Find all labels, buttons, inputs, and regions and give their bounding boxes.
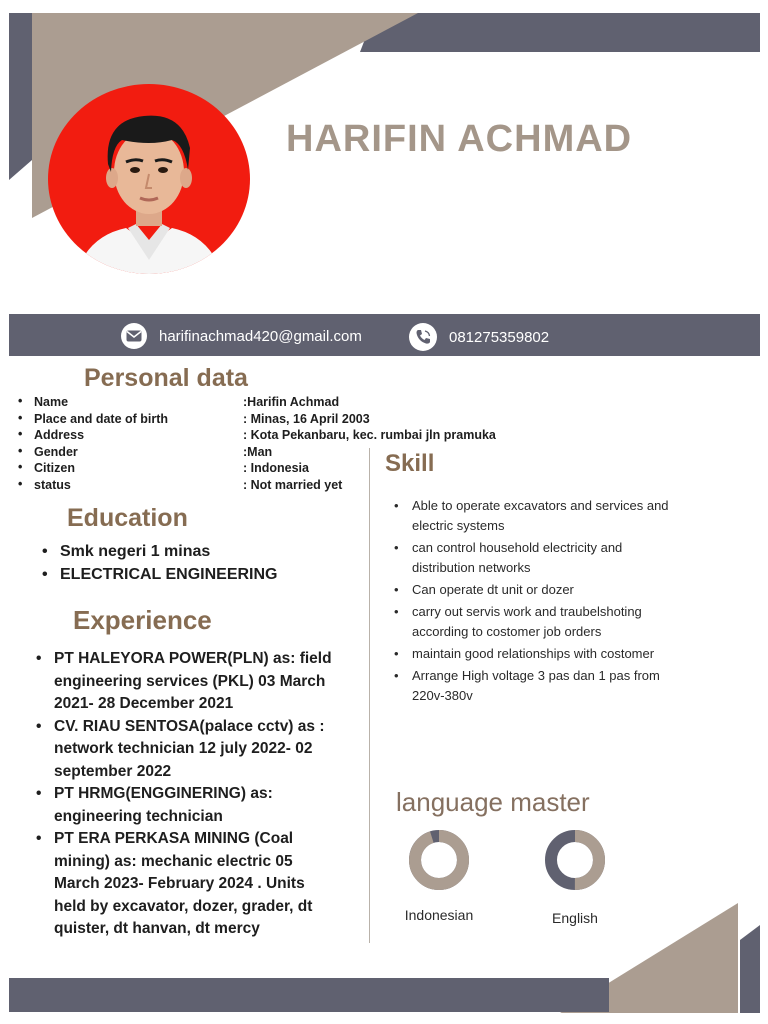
personal-row-gender: • Gender :Man [18,445,538,462]
language-english [530,828,620,926]
language-ring-indonesian [407,828,471,892]
experience-list [34,648,340,941]
skill-heading: Skill [385,450,435,477]
list-item: • Can operate dt unit or dozer [392,580,682,600]
personal-row-birth: • Place and date of birth : Minas, 16 April 2003 [18,412,538,429]
list-item: • maintain good relationships with costomer [392,644,682,664]
list-item: • PT HALEYORA POWER(PLN) as: field engineering services (PKL) 03 March 2021- 28 December 2021 [34,648,340,716]
full-name-heading: HARIFIN ACHMAD [286,118,633,160]
personal-row-citizen: • Citizen : Indonesia [18,461,538,478]
contact-bar [9,314,760,356]
education-heading: Education [67,504,188,532]
profile-photo [48,84,250,274]
list-item: • Arrange High voltage 3 pas dan 1 pas from 220v-380v [392,666,682,706]
footer-bar [9,978,609,1012]
list-item: • PT ERA PERKASA MINING (Coal mining) as: mechanic electric 05 March 2023- February 2024 . Units held by excavator, dozer, grader, dt quister, dt hanvan, dt mercy [34,828,340,941]
list-item: • can control household electricity and distribution networks [392,538,682,578]
personal-row-address: • Address : Kota Pekanbaru, kec. rumbai jln pramuka [18,428,538,445]
personal-data-heading: Personal data [84,364,248,392]
list-item: • PT HRMG(ENGGINERING) as: engineering technician [34,783,340,828]
email-text[interactable]: harifinachmad420@gmail.com [159,327,362,345]
language-name: Indonesian [404,907,474,923]
language-ring-english [543,828,607,892]
email-contact[interactable] [121,323,362,349]
language-name: English [552,910,598,926]
personal-row-name: • Name :Harifin Achmad [18,395,538,412]
education-list [40,543,278,589]
column-divider [369,448,370,943]
language-heading: language master [396,787,590,817]
list-item: • Smk negeri 1 minas [40,543,278,566]
list-item: • carry out servis work and traubelshoting according to costomer job orders [392,602,682,642]
list-item: • ELECTRICAL ENGINEERING [40,566,278,589]
experience-heading: Experience [73,605,212,635]
list-item: • Able to operate excavators and services and electric systems [392,496,682,536]
phone-contact[interactable] [409,323,549,351]
personal-row-status: • status : Not married yet [18,478,538,495]
phone-text[interactable]: 081275359802 [449,328,550,346]
envelope-icon [121,323,147,349]
phone-icon [409,323,437,351]
skill-list [392,496,682,708]
personal-data-list [18,395,538,495]
list-item: • CV. RIAU SENTOSA(palace cctv) as : network technician 12 july 2022- 02 september 2022 [34,716,340,784]
language-indonesian [394,828,484,923]
